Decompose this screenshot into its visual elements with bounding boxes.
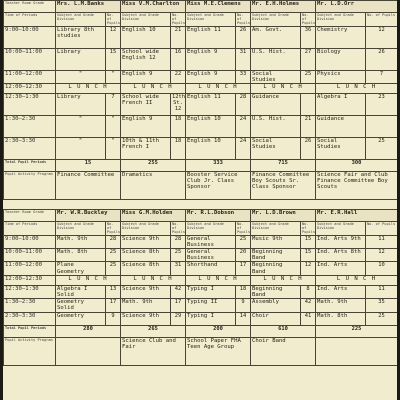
class-subject: Algebra I xyxy=(316,94,366,116)
period-row xyxy=(4,312,398,325)
lunch-label: L U N C H xyxy=(121,84,186,94)
pupil-count: 24 xyxy=(236,138,251,160)
total-pupil-periods: 280 xyxy=(56,325,121,337)
pupil-count: 18 xyxy=(236,285,251,298)
pupil-count: 26 xyxy=(236,26,251,48)
total-pupil-periods: 265 xyxy=(121,325,186,337)
class-subject: English 11 xyxy=(186,94,236,116)
class-subject: Am. Govt. xyxy=(251,26,301,48)
pupils-column-label: No. of Pupils xyxy=(366,222,398,236)
period-time: 12:30—1:30 xyxy=(4,94,56,116)
class-subject: Ind. Arts xyxy=(316,262,366,275)
period-row xyxy=(4,138,398,160)
pupil-count: 12 xyxy=(106,26,121,48)
lunch-label: L U N C H xyxy=(186,84,251,94)
pupil-count: 15 xyxy=(301,249,316,262)
period-time: 9:00—10:00 xyxy=(4,26,56,48)
class-subject: English 10 xyxy=(121,26,171,48)
class-subject: English 10 xyxy=(186,138,236,160)
pupil-count: 17 xyxy=(106,299,121,312)
subject-column-label: Subject and Grade Division xyxy=(56,222,106,236)
total-pupil-periods: 225 xyxy=(316,325,398,337)
lunch-label: L U N C H xyxy=(316,275,398,285)
class-subject: Math. 9th xyxy=(56,235,106,248)
pupil-count: 33 xyxy=(236,70,251,83)
pupil-count: 29 xyxy=(171,312,186,325)
period-time: 2:30—3:30 xyxy=(4,312,56,325)
class-subject: Math. 8th xyxy=(56,249,106,262)
pupil-count: " xyxy=(106,138,121,160)
pupil-count: 27 xyxy=(301,48,316,70)
period-time: 1:30—2:30 xyxy=(4,299,56,312)
class-subject: Guidance xyxy=(251,94,301,116)
lunch-row xyxy=(4,84,398,94)
class-subject: Assembly xyxy=(251,299,301,312)
class-subject: " xyxy=(56,116,106,138)
pupil-count: 36 xyxy=(301,26,316,48)
activity-program xyxy=(316,337,398,365)
class-subject: English 9 xyxy=(186,48,236,70)
subject-column-label: Subject and Grade Division xyxy=(316,13,366,27)
pupil-count xyxy=(366,116,397,138)
pupil-count: 35 xyxy=(366,299,398,312)
class-subject: Math. 9th xyxy=(316,299,366,312)
lunch-label: L U N C H xyxy=(316,84,397,94)
totals-label: Total Pupil Periods xyxy=(4,325,56,337)
pupil-count: 8 xyxy=(301,285,316,298)
schedule-table-top xyxy=(3,0,397,200)
lunch-label: L U N C H xyxy=(251,275,316,285)
pupil-count: 42 xyxy=(171,285,186,298)
pupil-count: 25 xyxy=(366,312,398,325)
activity-program xyxy=(56,337,121,365)
pupil-count: 31 xyxy=(236,48,251,70)
subject-column-label: Subject and Grade Division xyxy=(121,222,171,236)
lunch-label: L U N C H xyxy=(56,275,121,285)
activity-program: School Paper FHA Teen Age Group xyxy=(186,337,251,365)
subject-column-label: Subject and Grade Division xyxy=(186,13,236,27)
period-time: 12:00—12:30 xyxy=(4,84,56,94)
class-subject: Beginning Band xyxy=(251,249,301,262)
pupil-count: 25 xyxy=(236,235,251,248)
activities-row xyxy=(4,337,398,365)
pupil-count: 12 xyxy=(301,262,316,275)
pupil-count: 15 xyxy=(301,235,316,248)
pupil-count: 21 xyxy=(171,26,186,48)
class-subject: Science 9th xyxy=(121,235,171,248)
activity-program: Choir Band xyxy=(251,337,316,365)
period-time: 2:30—3:30 xyxy=(4,138,56,160)
class-subject: School wide French II xyxy=(121,94,171,116)
totals-label: Total Pupil Periods xyxy=(4,160,56,172)
class-subject: Beginning Band xyxy=(251,262,301,275)
pupil-count: 13 xyxy=(106,285,121,298)
teacher-name: Mr. E.R.Hall xyxy=(316,210,398,222)
pupil-count: 14 xyxy=(236,312,251,325)
pupil-count: 7 xyxy=(106,94,121,116)
total-pupil-periods: 200 xyxy=(186,325,251,337)
pupils-column-label: No. of Pupils xyxy=(172,222,185,235)
column-label-row xyxy=(4,222,398,236)
total-pupil-periods: 610 xyxy=(251,325,316,337)
pupil-count: 26 xyxy=(366,48,397,70)
class-subject: Ind. Arts 9th xyxy=(316,235,366,248)
class-subject: Beginning Band xyxy=(251,285,301,298)
pupil-count: 25 xyxy=(366,138,397,160)
pupils-column-label: No. of Pupils xyxy=(302,222,315,235)
header-left-label: Teacher Room Grade xyxy=(4,1,56,13)
pupil-count: 26 xyxy=(301,138,316,160)
teacher-name: Miss G.M.Holden xyxy=(121,210,186,222)
class-subject: School wide English 12 xyxy=(121,48,171,70)
period-time: 1:30—2:30 xyxy=(4,116,56,138)
period-row xyxy=(4,299,398,312)
pupil-count: 25 xyxy=(171,249,186,262)
teacher-name: Mrs. L.M.Banks xyxy=(56,1,121,13)
total-pupil-periods: 333 xyxy=(186,160,251,172)
class-subject: " xyxy=(56,138,106,160)
pupil-count: 18 xyxy=(171,138,186,160)
activities-row xyxy=(4,172,398,200)
teacher-header-row xyxy=(4,210,398,222)
activity-program: Booster Service Club Jr. Class Sponsor xyxy=(186,172,251,200)
pupil-count: 31 xyxy=(171,262,186,275)
teacher-name: Mr. W.R.Buckley xyxy=(56,210,121,222)
teacher-name: Mr. E.H.Holmes xyxy=(251,1,316,13)
total-pupil-periods: 15 xyxy=(56,160,121,172)
class-subject: Science 9th xyxy=(121,312,171,325)
class-subject: Social Studies xyxy=(316,138,366,160)
subject-column-label: Subject and Grade Division xyxy=(186,222,236,236)
class-subject: English 10 xyxy=(186,116,236,138)
pupils-column-label: No. of Pupils xyxy=(107,222,120,235)
class-subject: English 11 xyxy=(186,26,236,48)
totals-row xyxy=(4,325,398,337)
class-subject: Algebra I Solid xyxy=(56,285,106,298)
period-time: 12:00—12:30 xyxy=(4,275,56,285)
class-subject: Typing I xyxy=(186,312,236,325)
class-subject: English 9 xyxy=(186,70,236,83)
pupils-column-label: No. of Pupils xyxy=(237,13,250,26)
period-row xyxy=(4,26,398,48)
lunch-row xyxy=(4,275,398,285)
activity-program: Finance Committee xyxy=(56,172,121,200)
pupil-count: 9 xyxy=(236,299,251,312)
pupils-column-label: No. of Pupils xyxy=(366,13,397,27)
total-pupil-periods: 255 xyxy=(121,160,186,172)
period-time: 10:00—11:00 xyxy=(4,48,56,70)
schedule-sheet xyxy=(3,0,397,400)
class-subject: General Business xyxy=(186,235,236,248)
teacher-header-row xyxy=(4,1,398,13)
class-subject: Physics xyxy=(316,70,366,83)
pupil-count: 17 xyxy=(171,299,186,312)
schedule-table-bottom xyxy=(3,209,397,366)
class-subject: Ind. Arts 8th xyxy=(316,249,366,262)
totals-row xyxy=(4,160,398,172)
lunch-label: L U N C H xyxy=(56,84,121,94)
class-subject: Chemistry xyxy=(316,26,366,48)
time-column-label: Time of Periods xyxy=(4,222,56,236)
class-subject: Library xyxy=(56,48,106,70)
pupils-column-label: No. of Pupils xyxy=(237,222,250,235)
pupil-count: 9 xyxy=(106,312,121,325)
total-pupil-periods: 300 xyxy=(316,160,397,172)
pupil-count: 25 xyxy=(106,249,121,262)
pupil-count: 42 xyxy=(301,299,316,312)
pupils-column-label: No. of Pupils xyxy=(107,13,120,26)
period-row xyxy=(4,70,398,83)
class-subject: Geometry Solid xyxy=(56,299,106,312)
lunch-label: L U N C H xyxy=(121,275,186,285)
pupil-count: 12th St. 12 xyxy=(171,94,186,116)
pupil-count: " xyxy=(106,116,121,138)
class-subject: U.S. Hist. xyxy=(251,48,301,70)
class-subject: Math. 9th xyxy=(121,299,171,312)
pupil-count: 25 xyxy=(106,262,121,275)
class-subject: Science 8th xyxy=(121,262,171,275)
pupil-count: 28 xyxy=(236,94,251,116)
class-subject: " xyxy=(56,70,106,83)
subject-column-label: Subject and Grade Division xyxy=(251,222,301,236)
class-subject: Typing I xyxy=(186,285,236,298)
pupils-column-label: No. of Pupils xyxy=(172,13,185,26)
pupil-count: 17 xyxy=(236,262,251,275)
period-row xyxy=(4,262,398,275)
period-row xyxy=(4,235,398,248)
subject-column-label: Subject and Grade Division xyxy=(121,13,171,27)
pupil-count: 11 xyxy=(366,235,398,248)
class-subject: Social Studies xyxy=(251,138,301,160)
class-subject: Typing II xyxy=(186,299,236,312)
pupil-count: 11 xyxy=(366,285,398,298)
subject-column-label: Subject and Grade Division xyxy=(251,13,301,27)
subject-column-label: Subject and Grade Division xyxy=(316,222,366,236)
pupil-count: 25 xyxy=(301,70,316,83)
period-time: 11:00—12:00 xyxy=(4,262,56,275)
pupils-column-label: No. of Pupils xyxy=(302,13,316,26)
activity-program: Science Fair and Club Finance Committee Boy Scouts xyxy=(316,172,397,200)
class-subject: Guidance xyxy=(316,116,366,138)
period-time: 9:00—10:00 xyxy=(4,235,56,248)
pupil-count: 15 xyxy=(106,48,121,70)
teacher-name: Miss M.E.Clemens xyxy=(186,1,251,13)
class-subject: Science 9th xyxy=(121,285,171,298)
class-subject: Biology xyxy=(316,48,366,70)
class-subject: English 9 xyxy=(121,70,171,83)
pupil-count: 20 xyxy=(236,249,251,262)
teacher-name: Mr. L.D.Brown xyxy=(251,210,316,222)
lunch-label: L U N C H xyxy=(251,84,316,94)
activity-program: Dramatics xyxy=(121,172,186,200)
class-subject: Choir xyxy=(251,312,301,325)
activities-label: Pupil Activity Program xyxy=(4,172,56,200)
pupil-count: 23 xyxy=(366,94,397,116)
pupil-count: " xyxy=(106,70,121,83)
period-row xyxy=(4,48,398,70)
class-subject: Science 8th xyxy=(121,249,171,262)
class-subject: Music 9th xyxy=(251,235,301,248)
class-subject: Ind. Arts xyxy=(316,285,366,298)
column-label-row xyxy=(4,13,398,27)
pupil-count: 28 xyxy=(171,235,186,248)
activity-program: Science Club and Fair xyxy=(121,337,186,365)
period-row xyxy=(4,94,398,116)
class-subject: Social Studies xyxy=(251,70,301,83)
class-subject: General Business xyxy=(186,249,236,262)
pupil-count: 22 xyxy=(171,70,186,83)
header-left-label: Teacher Room Grade xyxy=(4,210,56,222)
class-subject: Library 8th studies xyxy=(56,26,106,48)
pupil-count: 24 xyxy=(236,116,251,138)
teacher-name: Mr. L.D.Orr xyxy=(316,1,397,13)
period-time: 10:00—11:00 xyxy=(4,249,56,262)
pupil-count: 21 xyxy=(301,116,316,138)
pupil-count: 18 xyxy=(171,116,186,138)
teacher-name: Miss V.M.Charlton xyxy=(121,1,186,13)
pupil-count: 41 xyxy=(301,312,316,325)
period-row xyxy=(4,116,398,138)
teacher-name: Mr. R.L.Dobson xyxy=(186,210,251,222)
class-subject: 10th & 11th French I xyxy=(121,138,171,160)
period-row xyxy=(4,249,398,262)
activities-label: Pupil Activity Program xyxy=(4,337,56,365)
class-subject: U.S. Hist. xyxy=(251,116,301,138)
class-subject: Shorthand xyxy=(186,262,236,275)
period-time: 12:30—1:30 xyxy=(4,285,56,298)
class-subject: Library xyxy=(56,94,106,116)
pupil-count: 12 xyxy=(366,249,398,262)
class-subject: English 9 xyxy=(121,116,171,138)
class-subject: Geometry xyxy=(56,312,106,325)
time-column-label: Time of Periods xyxy=(4,13,56,27)
period-time: 11:00—12:00 xyxy=(4,70,56,83)
pupil-count: 7 xyxy=(366,70,397,83)
pupil-count: 28 xyxy=(106,235,121,248)
class-subject: Math. 8th xyxy=(316,312,366,325)
pupil-count: 16 xyxy=(171,48,186,70)
lunch-label: L U N C H xyxy=(186,275,251,285)
total-pupil-periods: 715 xyxy=(251,160,316,172)
pupil-count xyxy=(301,94,316,116)
pupil-count: 10 xyxy=(366,262,398,275)
class-subject: Plane Geometry xyxy=(56,262,106,275)
period-row xyxy=(4,285,398,298)
pupil-count: 12 xyxy=(366,26,397,48)
activity-program: Finance Committee Boy Scouts Sr. Class Sponsor xyxy=(251,172,316,200)
subject-column-label: Subject and Grade Division xyxy=(56,13,106,27)
